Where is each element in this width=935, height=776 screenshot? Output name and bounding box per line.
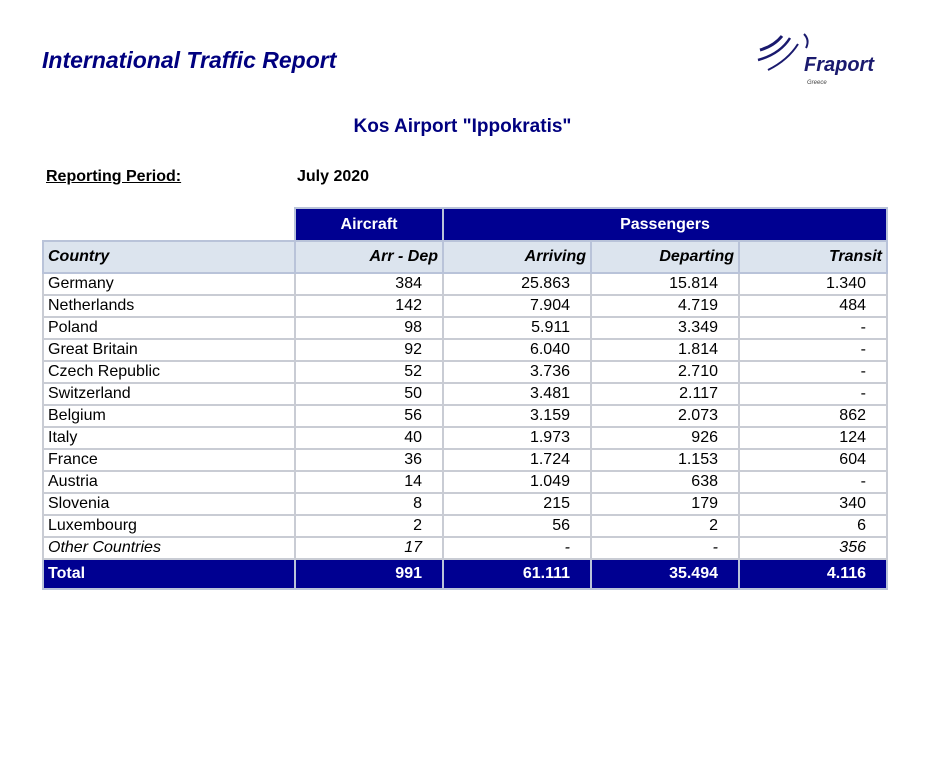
arr-dep-cell: 142 <box>295 295 443 317</box>
table-row <box>43 449 887 471</box>
table-row <box>43 295 887 317</box>
departing-cell: 2.073 <box>591 405 739 427</box>
table-row <box>43 273 887 295</box>
table-row <box>43 339 887 361</box>
country-column-header: Country <box>43 241 295 273</box>
airport-title <box>0 116 935 138</box>
arr-dep-column-header: Arr - Dep <box>295 241 443 273</box>
departing-cell: 4.719 <box>591 295 739 317</box>
arriving-column-header: Arriving <box>443 241 591 273</box>
arriving-cell: 5.911 <box>443 317 591 339</box>
arr-dep-cell: 92 <box>295 339 443 361</box>
logo-subtext: Greece <box>807 80 827 86</box>
total-label: Total <box>43 559 295 589</box>
country-cell: Luxembourg <box>43 515 295 537</box>
departing-column-header: Departing <box>591 241 739 273</box>
arr-dep-cell: 2 <box>295 515 443 537</box>
reporting-period-label: Reporting Period: <box>46 168 182 185</box>
arriving-cell: 3.481 <box>443 383 591 405</box>
fraport-swirl-icon <box>752 30 812 80</box>
table-row <box>43 493 887 515</box>
country-cell: Netherlands <box>43 295 295 317</box>
arr-dep-cell: 98 <box>295 317 443 339</box>
arriving-cell: 6.040 <box>443 339 591 361</box>
transit-cell: 6 <box>739 515 887 537</box>
country-cell: Belgium <box>43 405 295 427</box>
country-cell: Other Countries <box>43 537 295 559</box>
country-cell: Germany <box>43 273 295 295</box>
departing-cell: 3.349 <box>591 317 739 339</box>
traffic-table <box>42 207 888 590</box>
transit-cell: 340 <box>739 493 887 515</box>
arr-dep-cell: 40 <box>295 427 443 449</box>
transit-cell: - <box>739 339 887 361</box>
transit-column-header: Transit <box>739 241 887 273</box>
arriving-cell: 25.863 <box>443 273 591 295</box>
transit-cell: 1.340 <box>739 273 887 295</box>
table-row <box>43 361 887 383</box>
total-departing: 35.494 <box>591 559 739 589</box>
transit-cell: 484 <box>739 295 887 317</box>
arr-dep-cell: 56 <box>295 405 443 427</box>
arr-dep-cell: 8 <box>295 493 443 515</box>
arriving-cell: 1.724 <box>443 449 591 471</box>
departing-cell: 2 <box>591 515 739 537</box>
report-title: International Traffic Report <box>42 47 337 73</box>
departing-cell: 638 <box>591 471 739 493</box>
transit-cell: 356 <box>739 537 887 559</box>
arr-dep-cell: 14 <box>295 471 443 493</box>
total-transit: 4.116 <box>739 559 887 589</box>
table-row <box>43 427 887 449</box>
arriving-cell: 3.159 <box>443 405 591 427</box>
column-header-row <box>43 241 887 273</box>
arriving-cell: 1.049 <box>443 471 591 493</box>
total-row <box>43 559 887 589</box>
reporting-period-value: July 2020 <box>297 168 370 185</box>
table-row <box>43 515 887 537</box>
departing-cell: 2.710 <box>591 361 739 383</box>
country-cell: Poland <box>43 317 295 339</box>
arriving-cell: - <box>443 537 591 559</box>
total-arr-dep: 991 <box>295 559 443 589</box>
country-cell: Switzerland <box>43 383 295 405</box>
fraport-logo <box>752 30 882 90</box>
transit-cell: - <box>739 383 887 405</box>
transit-cell: - <box>739 471 887 493</box>
country-cell: Great Britain <box>43 339 295 361</box>
arr-dep-cell: 36 <box>295 449 443 471</box>
arriving-cell: 56 <box>443 515 591 537</box>
group-header-row <box>43 208 887 241</box>
arr-dep-cell: 384 <box>295 273 443 295</box>
departing-cell: 2.117 <box>591 383 739 405</box>
other-countries-row <box>43 537 887 559</box>
total-arriving: 61.111 <box>443 559 591 589</box>
aircraft-group-header: Aircraft <box>295 208 443 241</box>
table-row <box>43 471 887 493</box>
country-cell: Slovenia <box>43 493 295 515</box>
arriving-cell: 215 <box>443 493 591 515</box>
departing-cell: 15.814 <box>591 273 739 295</box>
departing-cell: 926 <box>591 427 739 449</box>
passengers-group-header: Passengers <box>443 208 887 241</box>
transit-cell: 862 <box>739 405 887 427</box>
country-cell: France <box>43 449 295 471</box>
country-cell: Austria <box>43 471 295 493</box>
logo-text: Fraport <box>804 54 874 76</box>
transit-cell: 604 <box>739 449 887 471</box>
table-row <box>43 317 887 339</box>
arr-dep-cell: 50 <box>295 383 443 405</box>
transit-cell: - <box>739 361 887 383</box>
departing-cell: 179 <box>591 493 739 515</box>
arr-dep-cell: 52 <box>295 361 443 383</box>
country-cell: Italy <box>43 427 295 449</box>
departing-cell: 1.153 <box>591 449 739 471</box>
transit-cell: 124 <box>739 427 887 449</box>
departing-cell: 1.814 <box>591 339 739 361</box>
arriving-cell: 1.973 <box>443 427 591 449</box>
country-cell: Czech Republic <box>43 361 295 383</box>
airport-title-text: Kos Airport "Ippokratis" <box>353 116 572 137</box>
blank-header-cell <box>43 208 295 241</box>
arr-dep-cell: 17 <box>295 537 443 559</box>
arriving-cell: 7.904 <box>443 295 591 317</box>
table-row <box>43 383 887 405</box>
departing-cell: - <box>591 537 739 559</box>
transit-cell: - <box>739 317 887 339</box>
arriving-cell: 3.736 <box>443 361 591 383</box>
table-row <box>43 405 887 427</box>
